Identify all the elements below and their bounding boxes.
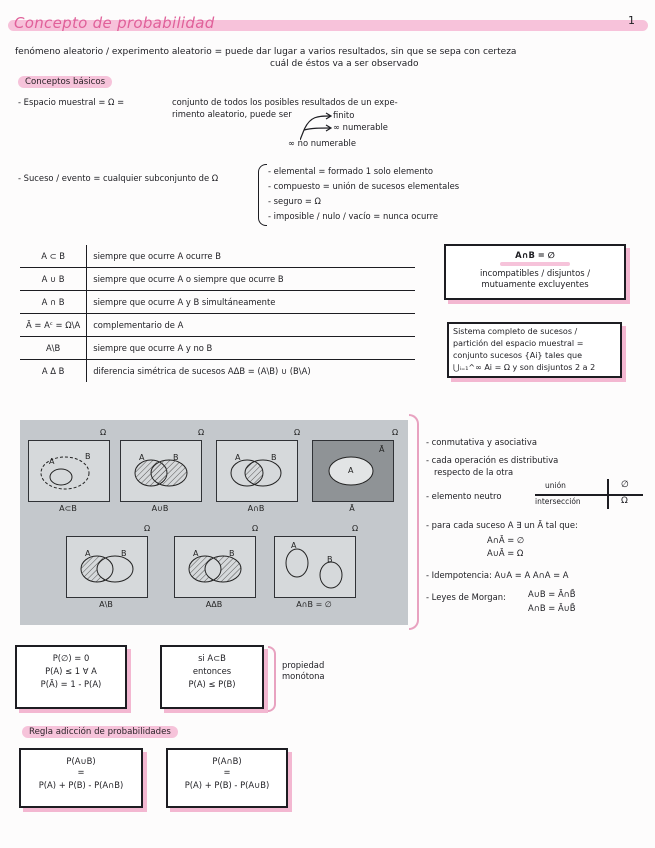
intro-def-1: puede dar lugar a varios resultados, sin que se sepa con certeza: [225, 47, 517, 57]
venn-disjoint: [274, 536, 356, 598]
omega-label: Ω: [294, 428, 301, 437]
venn-complement: [312, 440, 394, 502]
prop-conmutativa: - conmutativa y asociativa: [426, 437, 537, 447]
operations-table: [20, 245, 415, 382]
neutral-union-value: ∅: [621, 480, 629, 490]
prob-line: P(A) ≤ 1 ∀ A: [45, 666, 97, 676]
venn-label-a: A: [139, 453, 145, 462]
venn-label-a: A: [49, 457, 55, 466]
prob-line: si A⊂B: [198, 653, 226, 663]
monotone-label: propiedad monótona: [282, 660, 325, 681]
suceso-label: - Suceso / evento = cualquier subconjunto de Ω: [18, 173, 219, 183]
venn-intersection: [216, 440, 298, 502]
suceso-brace: [258, 164, 267, 226]
adicion-bottom: P(A) + P(B) - P(A∪B): [184, 780, 270, 790]
espacio-inf-no-numerable: ∞ no numerable: [288, 138, 357, 148]
intro-term: [15, 46, 516, 58]
prop-distributiva-1: - cada operación es distributiva: [426, 455, 559, 465]
adicion-top: P(A∪B): [66, 756, 96, 766]
neutral-union-label: unión: [545, 481, 566, 490]
sistema-box: [447, 322, 622, 378]
prop-complemento-1: A∩Ā = ∅: [487, 535, 525, 545]
op-symbol: Ā = Aᶜ = Ω\A: [20, 314, 87, 337]
intro-eq: =: [214, 47, 223, 57]
prop-distributiva-2: respecto de la otra: [434, 467, 514, 477]
table-row: [20, 268, 415, 291]
venn-caption: A∪B: [151, 504, 169, 513]
omega-label: Ω: [252, 524, 259, 533]
venn-caption: A⊂B: [59, 504, 77, 513]
prob-line: entonces: [192, 666, 232, 676]
table-row: [20, 291, 415, 314]
adicion-bottom: P(A) + P(B) - P(A∩B): [38, 780, 124, 790]
prob-line: P(A) ≤ P(B): [188, 679, 236, 689]
op-description: siempre que ocurre A o siempre que ocurre B: [87, 268, 415, 291]
omega-label: Ω: [392, 428, 399, 437]
morgan-2: A∩B = Ā∪B̄: [528, 603, 576, 613]
prop-neutro: - elemento neutro: [426, 491, 502, 501]
venn-label-b: B: [229, 549, 235, 558]
table-row: [20, 360, 415, 383]
op-description: siempre que ocurre A y no B: [87, 337, 415, 360]
venn-label-b: B: [173, 453, 179, 462]
table-row: [20, 314, 415, 337]
venn-caption: A∩B: [247, 504, 265, 513]
suceso-item-2: - compuesto = unión de sucesos elementales: [268, 181, 460, 191]
disjoint-line-2: mutuamente excluyentes: [481, 279, 589, 289]
intro-term-text: fenómeno aleatorio / experimento aleatorio: [15, 47, 212, 57]
op-symbol: A\B: [20, 337, 87, 360]
venn-label-b: B: [85, 452, 91, 461]
omega-label: Ω: [144, 524, 151, 533]
prob-monotone-box: [160, 645, 264, 709]
suceso-item-3: - seguro = Ω: [268, 196, 321, 206]
omega-label: Ω: [198, 428, 205, 437]
op-description: diferencia simétrica de sucesos AΔB = (A\B) ∪ (B\A): [93, 366, 311, 376]
espacio-inf-numerable: ∞ numerable: [333, 122, 388, 132]
suceso-item-4: - imposible / nulo / vacío = nunca ocurre: [268, 211, 439, 221]
venn-label-a: A: [193, 549, 199, 558]
venn-caption: A∩B = ∅: [296, 600, 332, 609]
suceso-item-1: - elemental = formado 1 solo elemento: [268, 166, 434, 176]
venn-diagrams-photo: [20, 420, 408, 625]
venn-label-a: A: [291, 541, 297, 550]
venn-union: [120, 440, 202, 502]
neutral-inter-label: intersección: [535, 497, 581, 506]
op-symbol: A Δ B: [20, 360, 87, 383]
prop-complemento: - para cada suceso A ∃ un Ā tal que:: [426, 520, 578, 530]
table-row: [20, 245, 415, 268]
properties-brace: [409, 414, 419, 630]
op-description: siempre que ocurre A ocurre B: [87, 245, 415, 268]
op-symbol: A ∪ B: [20, 268, 87, 291]
espacio-def-2: rimento aleatorio, puede ser: [172, 109, 292, 119]
page-number: 1: [628, 14, 635, 27]
section-heading-conceptos: Conceptos básicos: [18, 76, 112, 88]
disjoint-line-1: incompatibles / disjuntos /: [479, 268, 591, 278]
neutral-inter-value: Ω: [621, 496, 628, 506]
disjoint-underline: [500, 262, 570, 266]
espacio-def-1: conjunto de todos los posibles resultados de un expe-: [172, 97, 398, 107]
disjoint-box: [444, 244, 626, 300]
venn-label-abar: Ā: [379, 445, 385, 454]
omega-label: Ω: [100, 428, 107, 437]
venn-label-b: B: [121, 549, 127, 558]
prob-line: P(∅) = 0: [52, 653, 90, 663]
op-symbol: A ⊂ B: [20, 245, 87, 268]
venn-label-b: B: [327, 555, 333, 564]
disjoint-formula: A∩B = ∅: [515, 250, 555, 260]
venn-label-b: B: [271, 453, 277, 462]
venn-difference: [66, 536, 148, 598]
sistema-line-2: partición del espacio muestral =: [453, 339, 584, 348]
page-title: Concepto de probabilidad: [14, 14, 215, 32]
adicion-top: P(A∩B): [212, 756, 242, 766]
op-description: siempre que ocurre A y B simultáneamente: [87, 291, 415, 314]
espacio-label: - Espacio muestral = Ω =: [18, 97, 125, 107]
sistema-line-4: ⋃ᵢ₌₁^∞ Ai = Ω y son disjuntos 2 a 2: [453, 363, 596, 372]
section-heading-adicion: Regla adicción de probabilidades: [22, 726, 178, 738]
venn-caption: Ā: [349, 504, 355, 513]
venn-label-a: A: [85, 549, 91, 558]
adicion-eq: =: [223, 767, 231, 777]
venn-symmetric-difference: [174, 536, 256, 598]
venn-subset: [28, 440, 110, 502]
venn-caption: A\B: [99, 600, 113, 609]
sistema-line-3: conjunto sucesos {Ai} tales que: [453, 351, 583, 360]
adicion-box-union: [19, 748, 143, 808]
adicion-eq: =: [77, 767, 85, 777]
op-description: complementario de A: [87, 314, 415, 337]
prop-complemento-2: A∪Ā = Ω: [487, 548, 524, 558]
prob-line: P(Ā) = 1 - P(A): [40, 679, 102, 689]
morgan-1: A∪B = Ā∩B̄: [528, 589, 576, 599]
adicion-box-inter: [166, 748, 288, 808]
sistema-line-1: Sistema completo de sucesos /: [453, 327, 578, 336]
venn-label-a: A: [348, 466, 354, 475]
prop-idempotencia: - Idempotencia: A∪A = A A∩A = A: [426, 570, 569, 580]
table-row: [20, 337, 415, 360]
espacio-finito: finito: [333, 110, 355, 120]
op-symbol: A ∩ B: [20, 291, 87, 314]
intro-def-2: cuál de éstos va a ser observado: [270, 59, 419, 69]
monotone-brace: [268, 646, 276, 712]
venn-label-a: A: [235, 453, 241, 462]
prob-axioms-box: [15, 645, 127, 709]
venn-caption: AΔB: [205, 600, 223, 609]
neutral-table: [535, 479, 643, 509]
prop-morgan: - Leyes de Morgan:: [426, 592, 506, 602]
omega-label: Ω: [352, 524, 359, 533]
